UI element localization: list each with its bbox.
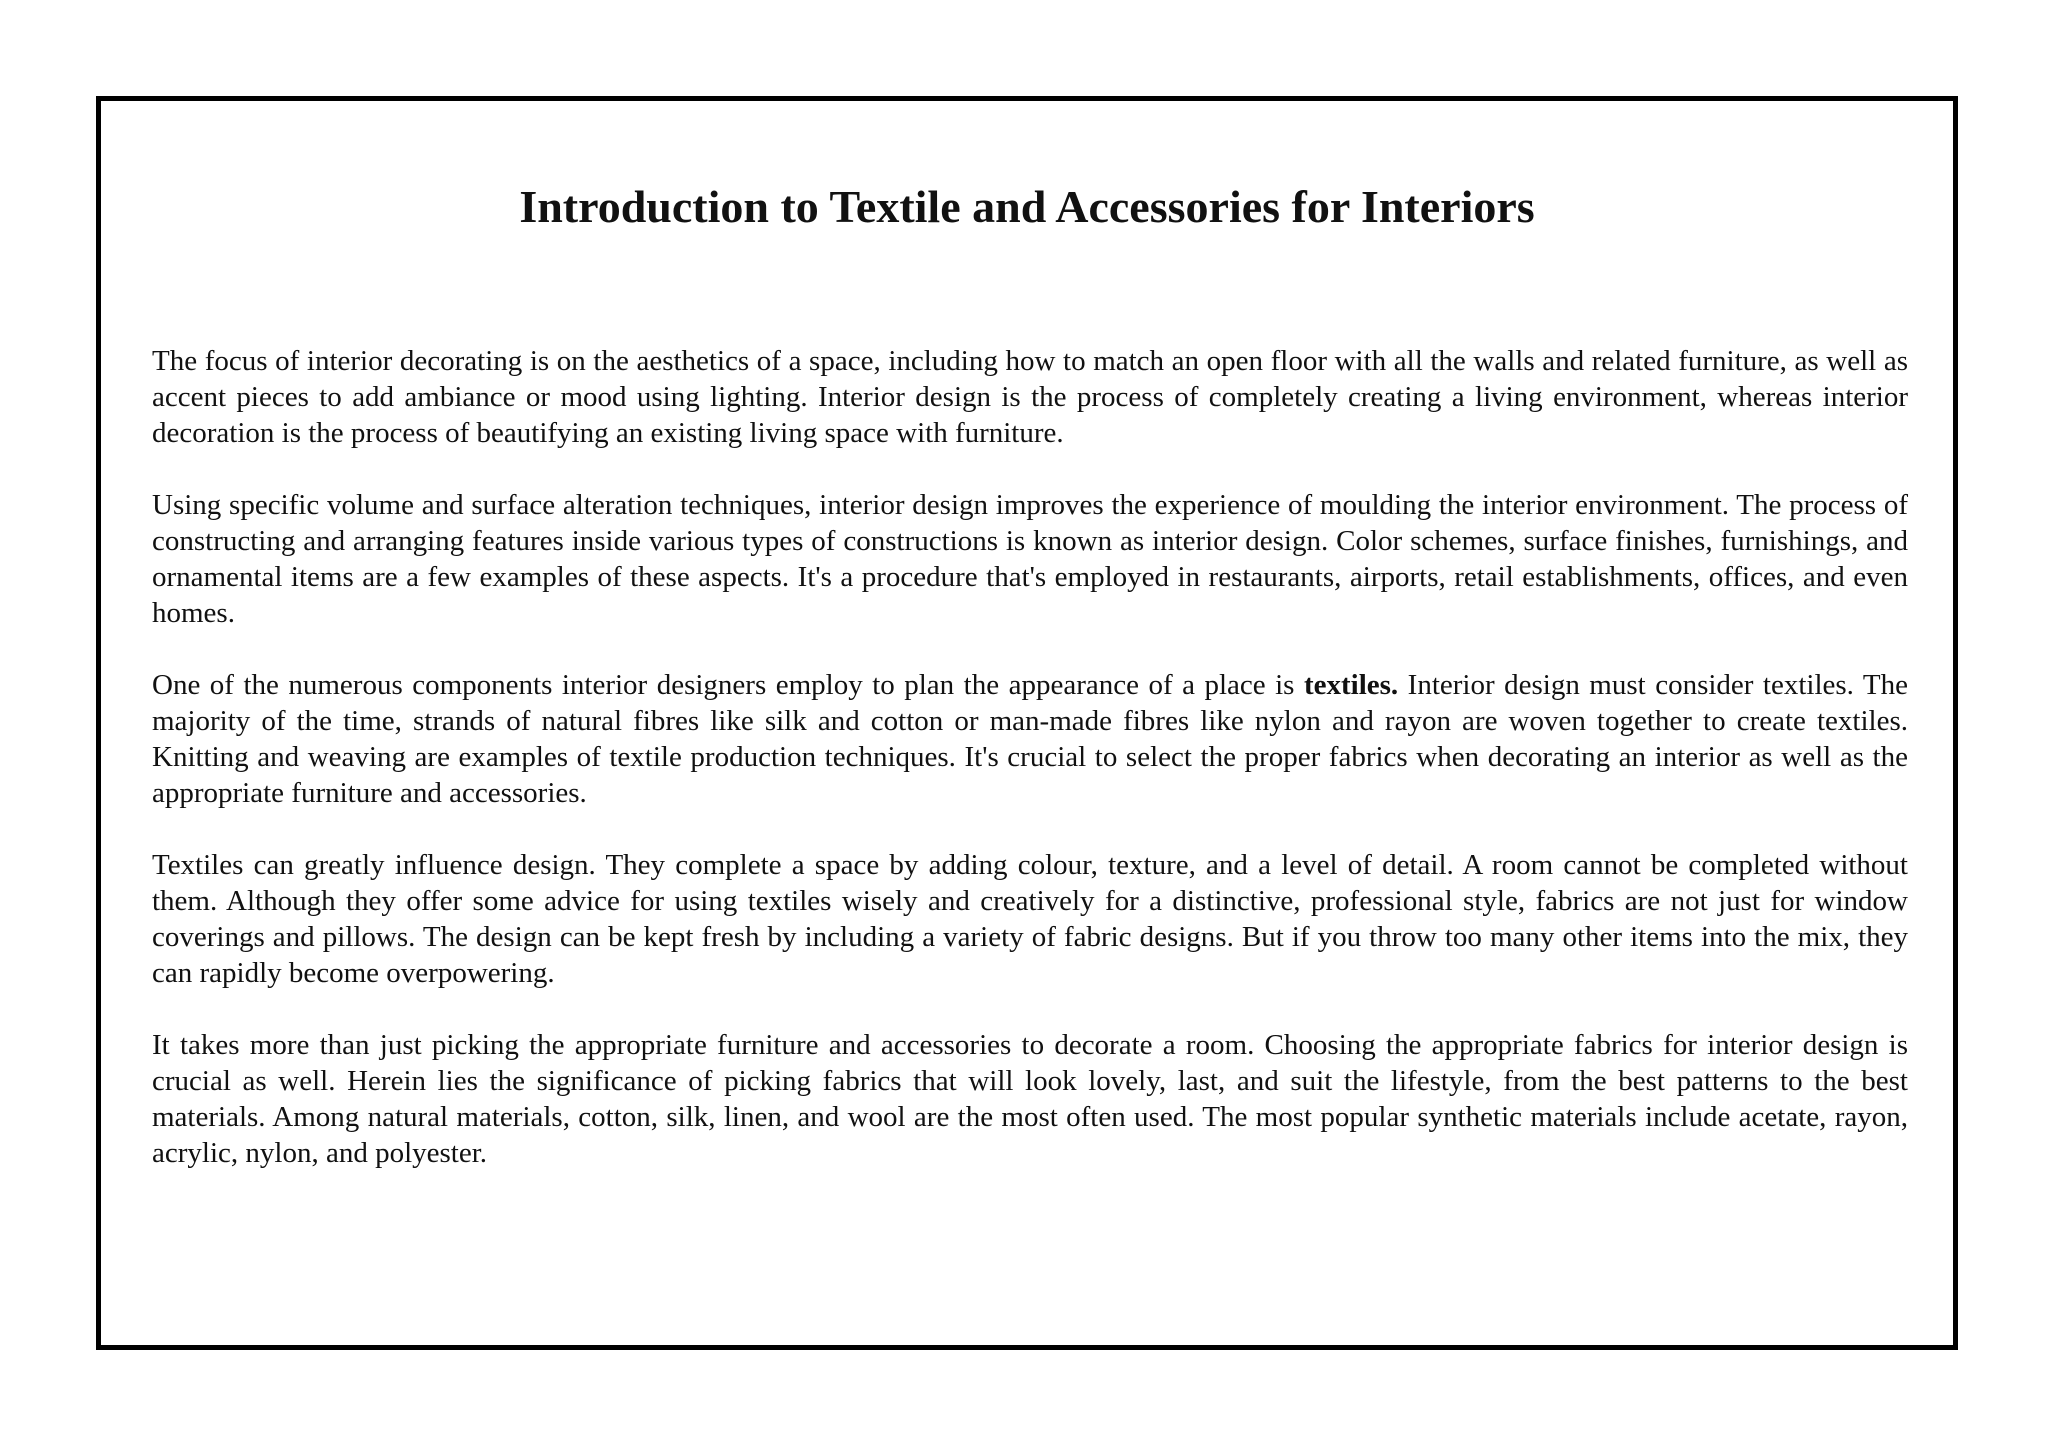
document-body (152, 343, 1908, 1207)
paragraph-5: It takes more than just picking the appropriate furniture and accessories to decorate a room. Choosing the appropriate fabrics for interior design is crucial as well. Herein lies the significance of picking fabrics that will look lovely, last, and suit the lifestyle, from the best patterns to the best materials. Among natural materials, cotton, silk, linen, and wool are the most often used. The most popular synthetic materials include acetate, rayon, acrylic, nylon, and polyester. (152, 1029, 1908, 1169)
paragraph-1: The focus of interior decorating is on the aesthetics of a space, including how to match an open floor with all the walls and related furniture, as well as accent pieces to add ambiance or mood using lighting. Interior design is the process of completely creating a living environment, whereas interior decoration is the process of beautifying an existing living space with furniture. (152, 345, 1908, 449)
paragraph-2: Using specific volume and surface alteration techniques, interior design improves the experience of moulding the interior environment. The process of constructing and arranging features inside various types of constructions is known as interior design. Color schemes, surface finishes, furnishings, and ornamental items are a few examples of these aspects. It's a procedure that's employed in restaurants, airports, retail establishments, offices, and even homes. (152, 489, 1908, 629)
paragraph-3-text-after: Interior design must consider textiles. The majority of the time, strands of natural fibres like silk and cotton or man-made fibres like nylon and rayon are woven together to create textiles. Knitting and weaving are examples of textile production techniques. It's crucial to select the proper fabrics when decorating an interior as well as the appropriate furniture and accessories. (152, 669, 1908, 809)
paragraph-4: Textiles can greatly influence design. They complete a space by adding colour, texture, and a level of detail. A room cannot be completed without them. Although they offer some advice for using textiles wisely and creatively for a distinctive, professional style, fabrics are not just for window coverings and pillows. The design can be kept fresh by including a variety of fabric designs. But if you throw too many other items into the mix, they can rapidly become overpowering. (152, 849, 1908, 989)
page-title: Introduction to Textile and Accessories for Interiors (519, 181, 1535, 232)
page-frame (96, 96, 1958, 1350)
paragraph-3-text-before: One of the numerous components interior designers employ to plan the appearance of a place is (152, 669, 1304, 701)
paragraph-3-bold-term: textiles. (1303, 669, 1399, 701)
paragraph-3 (152, 667, 1908, 811)
